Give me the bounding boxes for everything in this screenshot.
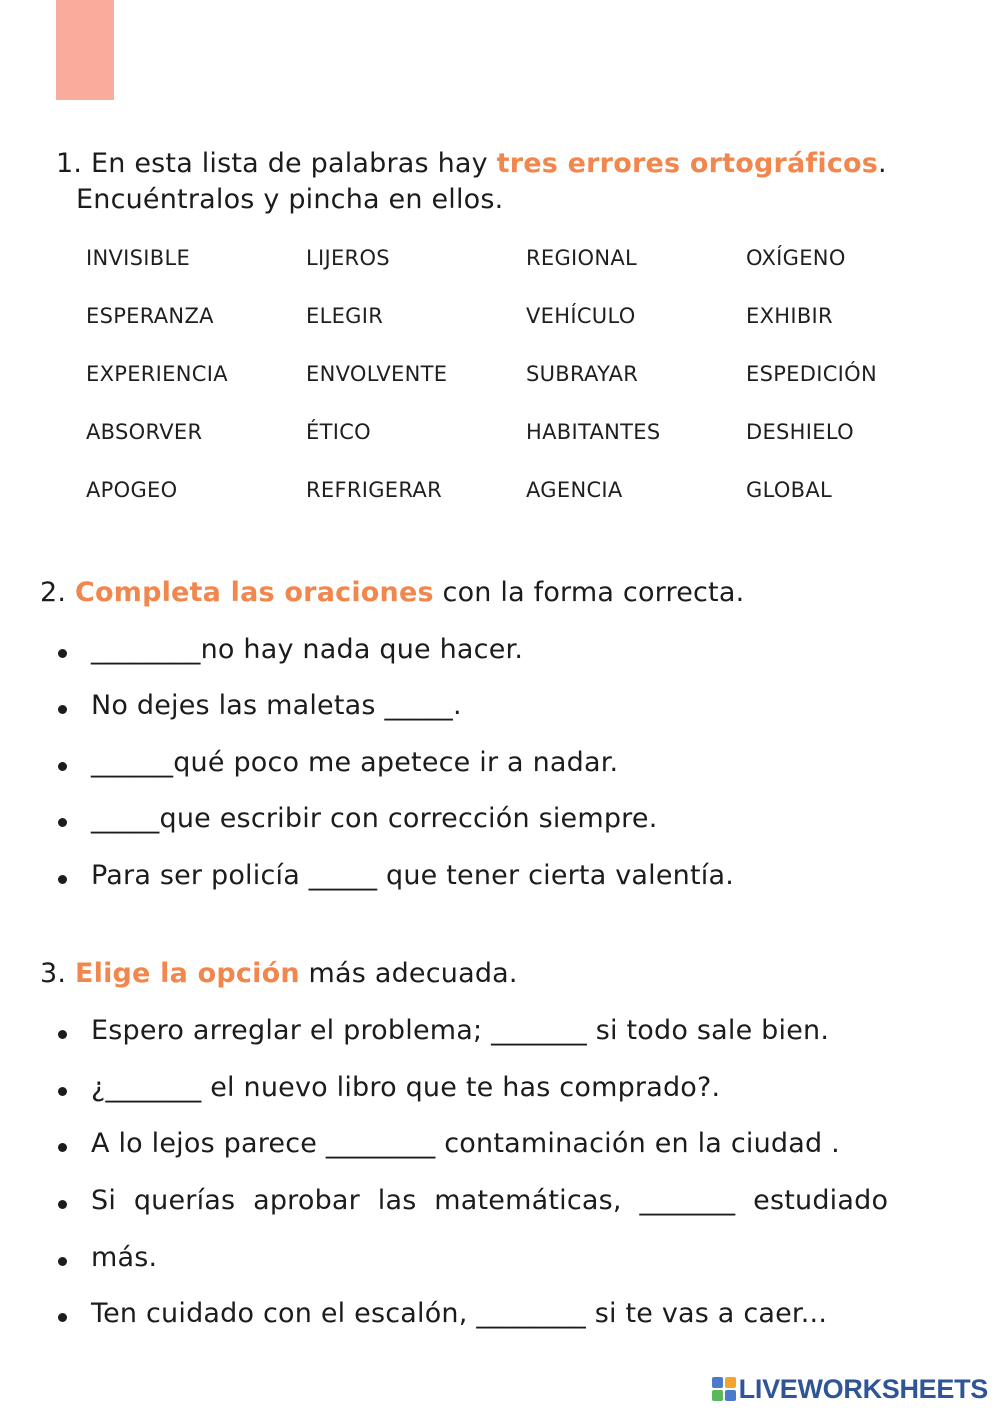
exercise1-instruction-line2: Encuéntralos y pincha en ellos. [76, 184, 504, 215]
word-item[interactable]: EXPERIENCIA [86, 362, 228, 386]
exercise2-highlight: Completa las oraciones [74, 577, 434, 608]
sentence-text[interactable]: ________no hay nada que hacer. [91, 634, 524, 665]
word-item[interactable]: HABITANTES [526, 420, 661, 444]
liveworksheets-logo [712, 1374, 988, 1404]
sentence-continuation: más. [91, 1242, 158, 1273]
exercise1-highlight: tres errores ortográficos [496, 148, 879, 179]
exercise3-highlight: Elige la opción [74, 958, 300, 989]
sentence-text[interactable]: _____que escribir con corrección siempre. [91, 803, 658, 834]
word-item[interactable]: DESHIELO [746, 420, 854, 444]
exercise2-number: 2. [40, 577, 67, 608]
word-item[interactable]: REFRIGERAR [306, 478, 442, 502]
sentence-text[interactable]: ______qué poco me apetece ir a nadar. [91, 747, 619, 778]
word-item[interactable]: REGIONAL [526, 246, 638, 270]
sentence-text[interactable]: Espero arreglar el problema; _______ si todo sale bien. [91, 1015, 830, 1046]
sentence-text[interactable]: Para ser policía _____ que tener cierta valentía. [91, 860, 735, 891]
exercise1-instruction [56, 148, 887, 179]
exercise3-text: más adecuada. [308, 958, 518, 989]
word-item[interactable]: ENVOLVENTE [306, 362, 448, 386]
exercise1-text: En esta lista de palabras hay [90, 148, 488, 179]
liveworksheets-logo-icon [712, 1377, 736, 1401]
word-item[interactable]: EXHIBIR [746, 304, 833, 328]
word-item[interactable]: ABSORVER [86, 420, 203, 444]
exercise1-period: . [878, 148, 887, 179]
sentence-text[interactable]: No dejes las maletas _____. [91, 690, 462, 721]
exercise3-heading [40, 958, 518, 989]
word-item[interactable]: OXÍGENO [746, 246, 846, 270]
word-item[interactable]: ESPEDICIÓN [746, 362, 877, 386]
word-item[interactable]: GLOBAL [746, 478, 833, 502]
sentence-text[interactable]: Si querías aprobar las matemáticas, _______ estudiado [91, 1185, 889, 1216]
word-item[interactable]: AGENCIA [526, 478, 623, 502]
exercise3-number: 3. [40, 958, 67, 989]
word-item[interactable]: LIJEROS [306, 246, 390, 270]
sentence-text[interactable]: Ten cuidado con el escalón, ________ si te vas a caer... [91, 1298, 828, 1329]
exercise2-heading [40, 577, 744, 608]
exercise1-number: 1. [56, 148, 83, 179]
liveworksheets-brand: LIVEWORKSHEETS [738, 1373, 988, 1404]
header-decoration-tab [56, 0, 114, 100]
sentence-text[interactable]: ¿_______ el nuevo libro que te has comprado?. [91, 1072, 721, 1103]
sentence-text[interactable]: A lo lejos parece ________ contaminación en la ciudad . [91, 1128, 840, 1159]
word-item[interactable]: SUBRAYAR [526, 362, 639, 386]
word-item[interactable]: ÉTICO [306, 420, 371, 444]
word-item[interactable]: VEHÍCULO [526, 304, 636, 328]
word-item[interactable]: INVISIBLE [86, 246, 191, 270]
exercise2-text: con la forma correcta. [442, 577, 745, 608]
word-item[interactable]: ESPERANZA [86, 304, 214, 328]
word-item[interactable]: APOGEO [86, 478, 178, 502]
word-item[interactable]: ELEGIR [306, 304, 384, 328]
